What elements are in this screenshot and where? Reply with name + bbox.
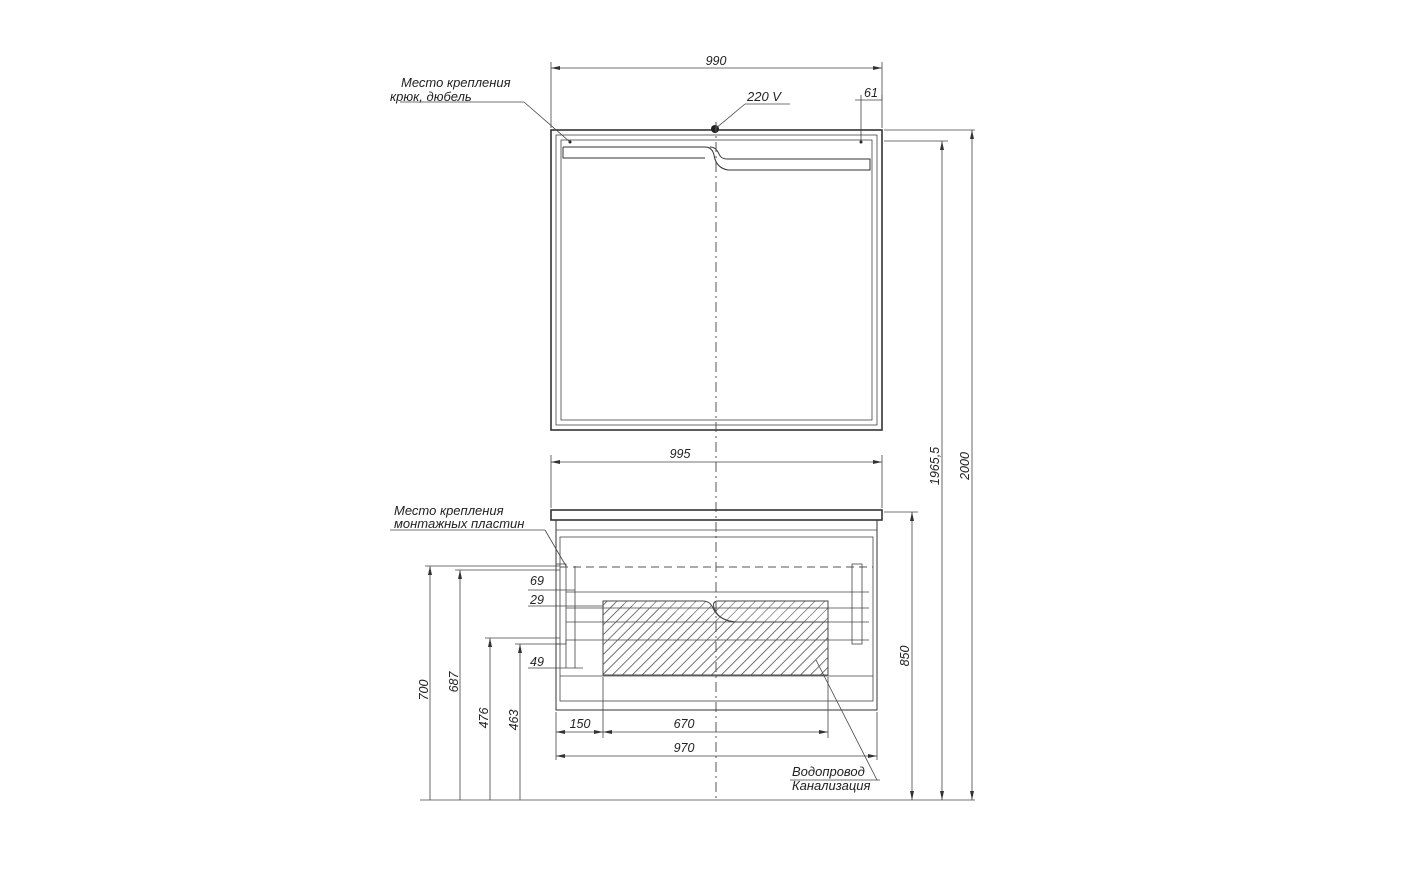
plumbing-callout (790, 660, 880, 793)
dim-mirror-offset (855, 86, 882, 142)
dim-2000: 2000 (958, 452, 972, 480)
dim-995: 995 (669, 447, 691, 461)
dim-700: 700 (417, 679, 431, 701)
cabinet-mount-callout (390, 503, 566, 566)
dim-150: 150 (569, 717, 591, 731)
cabinet-mount-label-2: монтажных пластин (394, 516, 525, 531)
dim-mirror-width (551, 54, 882, 128)
dim-61: 61 (864, 86, 878, 100)
mirror-mount-label-2: крюк, дюбель (390, 89, 472, 104)
sewer-label: Канализация (792, 778, 871, 793)
dim-69: 69 (530, 574, 544, 588)
dim-plate-offsets (528, 566, 603, 669)
cabinet (551, 510, 882, 710)
dim-687: 687 (447, 671, 461, 693)
cabinet-mount-label-1: Место крепления (394, 503, 504, 518)
dim-970: 970 (673, 741, 695, 755)
mirror-mount-label-1: Место крепления (401, 75, 511, 90)
dim-right-heights (420, 130, 975, 800)
dim-463: 463 (507, 709, 521, 731)
mount-plate-left (556, 564, 566, 644)
dim-990: 990 (705, 54, 727, 68)
power-callout (715, 89, 790, 129)
mount-plate-right (852, 564, 862, 644)
water-supply-label: Водопровод (792, 764, 865, 779)
mirror-inner-frame (556, 135, 877, 425)
dim-476: 476 (477, 707, 491, 729)
power-label: 220 V (747, 89, 781, 104)
dim-670: 670 (673, 717, 695, 731)
dim-1965-5: 1965,5 (928, 446, 942, 486)
dim-49: 49 (530, 655, 544, 669)
dim-29: 29 (530, 593, 544, 607)
mirror-mount-callout (390, 75, 570, 142)
dim-850: 850 (898, 645, 912, 667)
light-strip-left (563, 147, 705, 158)
